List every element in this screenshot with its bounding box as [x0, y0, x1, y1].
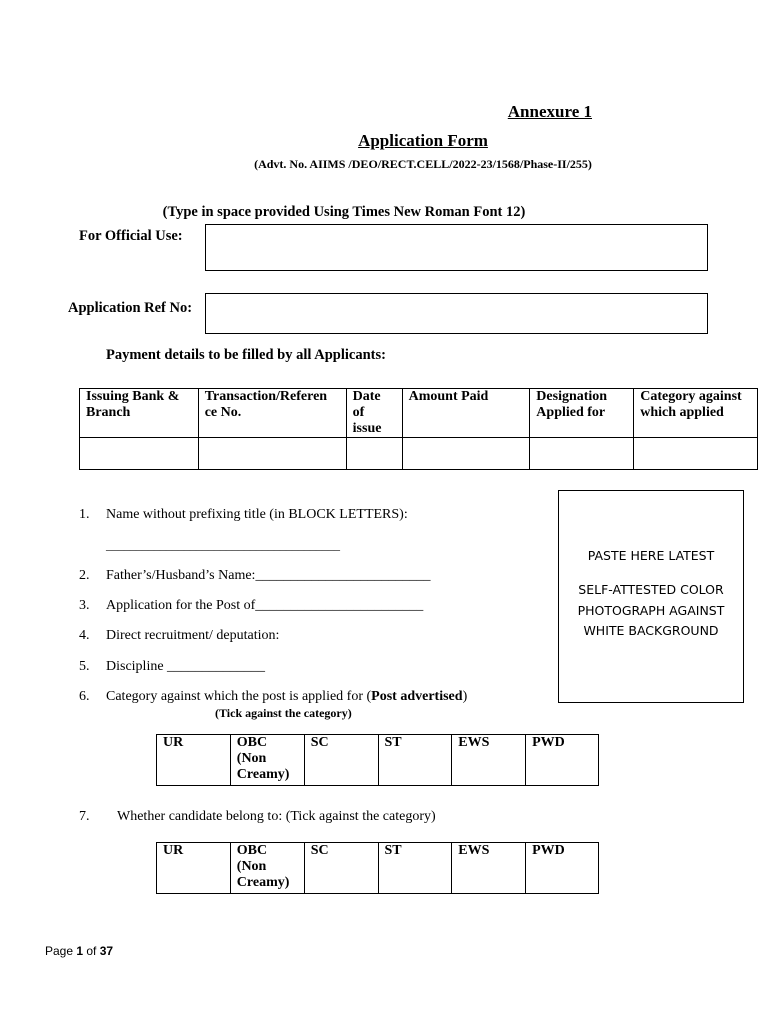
item-text: Whether candidate belong to: (Tick against the category) — [117, 809, 436, 824]
current-page: 1 — [76, 944, 84, 958]
item-text-prefix: Category against which the post is applied for ( — [106, 689, 372, 704]
bank-branch-cell[interactable] — [80, 438, 199, 470]
column-header: Issuing Bank & Branch — [80, 389, 199, 438]
total-pages: 37 — [99, 944, 114, 958]
item-number: 5. — [79, 659, 90, 674]
official-use-box[interactable] — [205, 224, 708, 271]
item-text: Direct recruitment/ deputation: — [106, 628, 280, 643]
item-text — [106, 689, 467, 705]
item-number: 4. — [79, 628, 90, 643]
category-applied-table — [156, 734, 599, 786]
column-header: Designation Applied for — [530, 389, 634, 438]
photo-instruction-1: PASTE HERE LATEST — [587, 548, 715, 563]
category-obc[interactable]: OBC (Non Creamy) — [230, 735, 304, 786]
item-number: 3. — [79, 598, 90, 613]
column-header: Date of issue — [346, 389, 402, 438]
category-ur[interactable]: UR — [157, 843, 231, 894]
category-ews[interactable]: EWS — [452, 735, 526, 786]
payment-details-table — [79, 388, 758, 470]
column-header: Transaction/Referen ce No. — [198, 389, 346, 438]
item-number: 6. — [79, 689, 90, 704]
category-sc[interactable]: SC — [304, 735, 378, 786]
item-text[interactable]: Application for the Post of________________________ — [106, 598, 424, 613]
post-advertised-text: Post advertised — [371, 689, 463, 704]
column-header: Amount Paid — [402, 389, 530, 438]
annexure-heading: Annexure 1 — [507, 102, 592, 121]
application-ref-field[interactable] — [205, 293, 708, 334]
candidate-category-table — [156, 842, 599, 894]
name-blank-line[interactable]: _______________________________________ — [106, 538, 340, 552]
item-text[interactable]: Father’s/Husband’s Name:_________________________ — [106, 568, 431, 583]
item-text[interactable]: Discipline ______________ — [106, 659, 266, 674]
application-ref-label: Application Ref No: — [68, 300, 193, 316]
category-obc[interactable]: OBC (Non Creamy) — [230, 843, 304, 894]
form-title: Application Form — [358, 131, 488, 150]
column-header: Category against which applied — [634, 389, 758, 438]
category-sc[interactable]: SC — [304, 843, 378, 894]
payment-header-row — [80, 389, 758, 438]
category-st[interactable]: ST — [378, 843, 452, 894]
category-pwd[interactable]: PWD — [526, 843, 599, 894]
payment-input-row — [80, 438, 758, 470]
category-row — [157, 735, 599, 786]
category-pwd[interactable]: PWD — [526, 735, 599, 786]
transaction-no-cell[interactable] — [198, 438, 346, 470]
official-use-label: For Official Use: — [79, 228, 183, 244]
page-of: of — [83, 944, 100, 958]
category-ur[interactable]: UR — [157, 735, 231, 786]
photo-box[interactable] — [558, 490, 744, 703]
designation-cell[interactable] — [530, 438, 634, 470]
date-of-issue-cell[interactable] — [346, 438, 402, 470]
amount-paid-cell[interactable] — [402, 438, 530, 470]
photo-instruction-2: SELF-ATTESTED COLOR PHOTOGRAPH AGAINST WHITE BACKGROUND — [577, 582, 725, 638]
tick-instruction: (Tick against the category) — [215, 706, 352, 720]
category-row — [157, 843, 599, 894]
item-text-suffix: ) — [462, 689, 468, 704]
item-number: 2. — [79, 568, 90, 583]
item-text: Name without prefixing title (in BLOCK LETTERS): — [106, 507, 408, 522]
item-number: 7. — [79, 809, 90, 824]
typing-instruction: (Type in space provided Using Times New Roman Font 12) — [162, 204, 526, 220]
advertisement-number: (Advt. No. AIIMS /DEO/RECT.CELL/2022-23/1568/Phase-II/255) — [254, 157, 592, 171]
category-st[interactable]: ST — [378, 735, 452, 786]
page-prefix: Page — [45, 944, 77, 958]
category-ews[interactable]: EWS — [452, 843, 526, 894]
payment-heading: Payment details to be filled by all Applicants: — [106, 347, 386, 363]
item-number: 1. — [79, 507, 90, 522]
category-cell[interactable] — [634, 438, 758, 470]
page-number — [45, 944, 113, 958]
